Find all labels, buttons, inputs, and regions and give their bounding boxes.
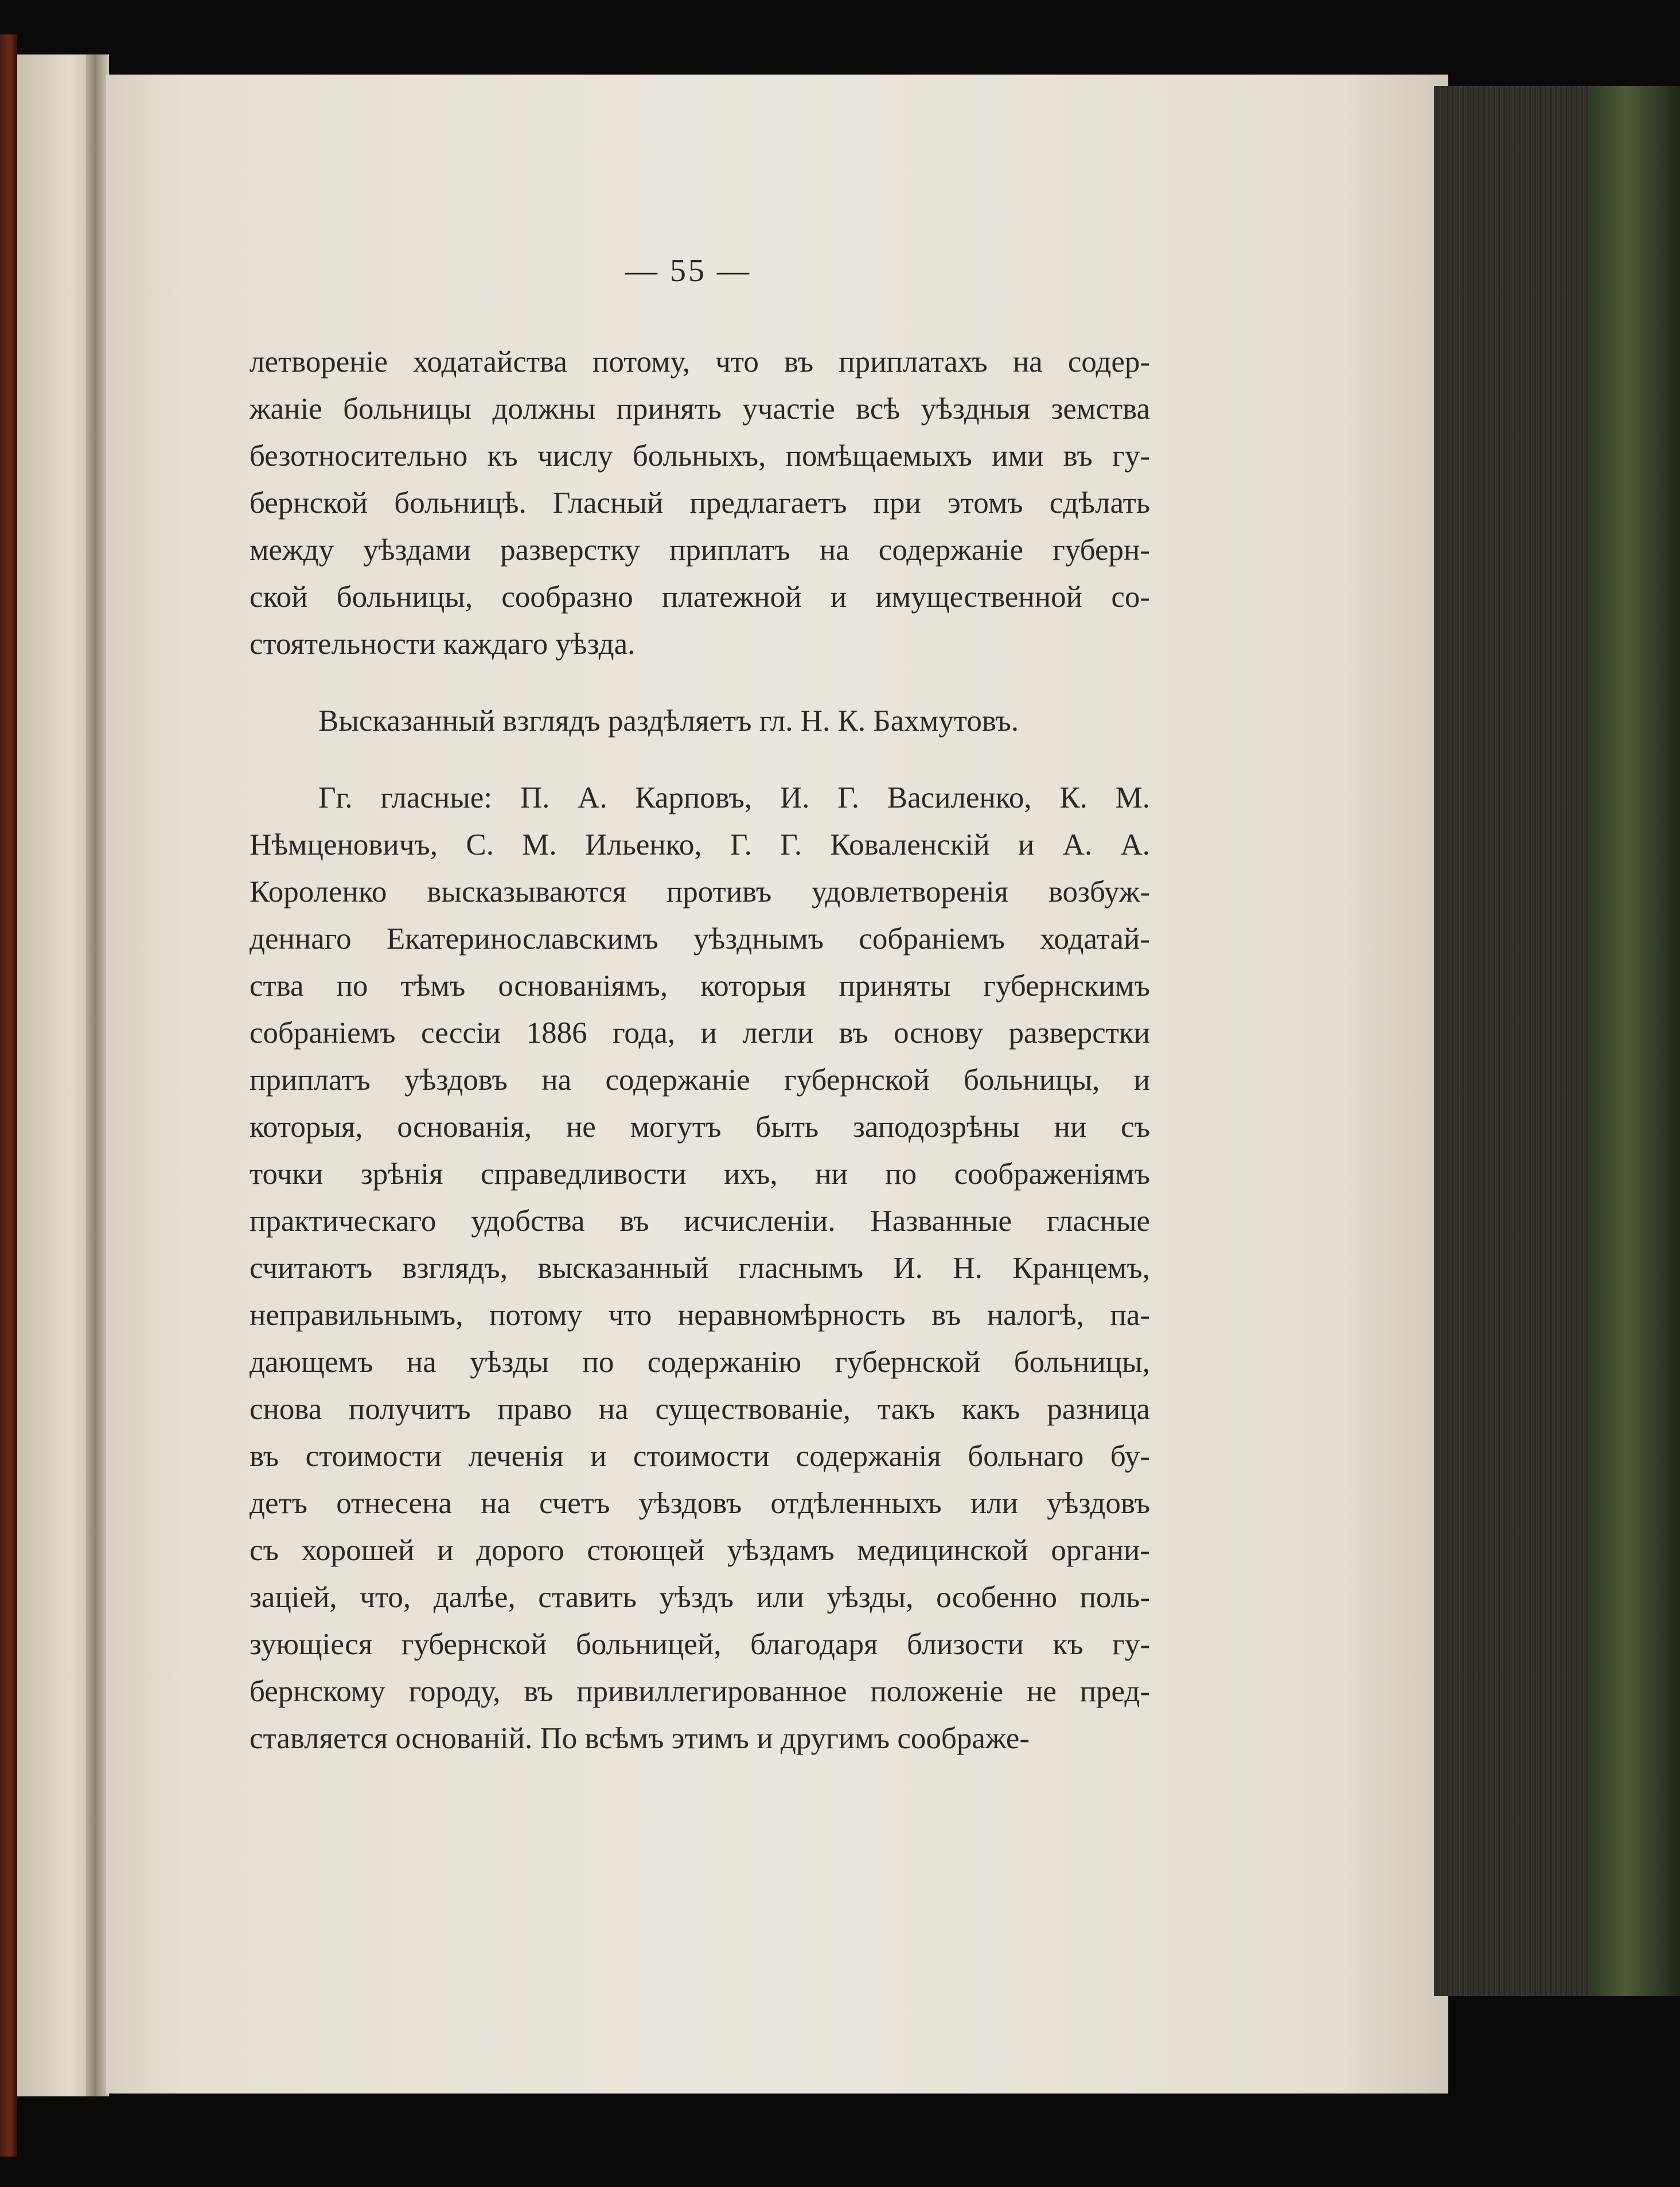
page-block-edge: [1434, 86, 1589, 1996]
text-line: въ стоимости леченія и стоимости содержанія больнаго бу-: [250, 1440, 1150, 1473]
text-line: съ хорошей и дорого стоющей уѣздамъ медицинской органи-: [250, 1534, 1150, 1567]
text-line: ставляется основаній. По всѣмъ этимъ и другимъ соображе-: [250, 1722, 1030, 1755]
text-line: практическаго удобства въ исчисленіи. Названные гласные: [250, 1204, 1150, 1238]
text-line: снова получитъ право на существованіе, такъ какъ разница: [250, 1393, 1150, 1426]
text-line: считаютъ взглядъ, высказанный гласнымъ И. Н. Кранцемъ,: [250, 1252, 1150, 1285]
text-line: деннаго Екатеринославскимъ уѣзднымъ собраніемъ ходатай-: [250, 922, 1150, 956]
text-line: бернскому городу, въ привиллегированное положеніе не пред-: [250, 1675, 1150, 1708]
text-line: дающемъ на уѣзды по содержанію губернской больницы,: [250, 1346, 1150, 1379]
text-line: ства по тѣмъ основаніямъ, которыя приняты губернскимъ: [250, 969, 1150, 1003]
text-line: бернской больницѣ. Гласный предлагаетъ при этомъ сдѣлать: [250, 486, 1150, 520]
text-line: Гг. гласные: П. А. Карповъ, И. Г. Василенко, К. М.: [318, 781, 1150, 814]
text-line: жаніе больницы должны принять участіе всѣ уѣздныя земства: [250, 392, 1150, 426]
book-spine: [1589, 86, 1680, 1996]
paragraph: [250, 774, 1150, 1762]
text-line: Короленко высказываются противъ удовлетворенія возбуж-: [250, 875, 1150, 909]
text-line: собраніемъ сессіи 1886 года, и легли въ основу разверстки: [250, 1016, 1150, 1050]
left-cover-edge: [0, 34, 17, 2157]
text-line: ской больницы, сообразно платежной и имущественной со-: [250, 580, 1150, 614]
paragraph: [250, 697, 1150, 744]
text-line: безотносительно къ числу больныхъ, помѣщаемыхъ ими въ гу-: [250, 439, 1150, 473]
paragraph-gap: [250, 744, 1150, 774]
paragraph-gap: [250, 668, 1150, 697]
page-text: [250, 338, 1150, 1762]
left-page-sliver: [17, 54, 92, 2096]
text-line: приплатъ уѣздовъ на содержаніе губернской больницы, и: [250, 1063, 1150, 1097]
book-gutter: [86, 54, 109, 2096]
text-line: стоятельности каждаго уѣзда.: [250, 627, 636, 661]
text-line: точки зрѣнія справедливости ихъ, ни по соображеніямъ: [250, 1157, 1150, 1191]
text-line: Нѣмценовичъ, С. М. Ильенко, Г. Г. Коваленскій и А. А.: [250, 828, 1150, 861]
text-line: зующіеся губернской больницей, благодаря близости къ гу-: [250, 1628, 1150, 1661]
page-number: — 55 —: [625, 253, 751, 289]
text-line: между уѣздами разверстку приплатъ на содержаніе губерн-: [250, 533, 1150, 567]
text-line: которыя, основанія, не могутъ быть заподозрѣны ни съ: [250, 1110, 1150, 1144]
text-line: неправильнымъ, потому что неравномѣрность въ налогѣ, па-: [250, 1299, 1150, 1332]
text-line: заціей, что, далѣе, ставить уѣздъ или уѣзды, особенно поль-: [250, 1581, 1150, 1614]
text-line: детъ отнесена на счетъ уѣздовъ отдѣленныхъ или уѣздовъ: [250, 1487, 1150, 1520]
text-line: летвореніе ходатайства потому, что въ приплатахъ на содер-: [250, 345, 1150, 379]
paragraph: [250, 338, 1150, 668]
text-line: Высказанный взглядъ раздѣляетъ гл. Н. К. Бахмутовъ.: [318, 704, 1019, 738]
